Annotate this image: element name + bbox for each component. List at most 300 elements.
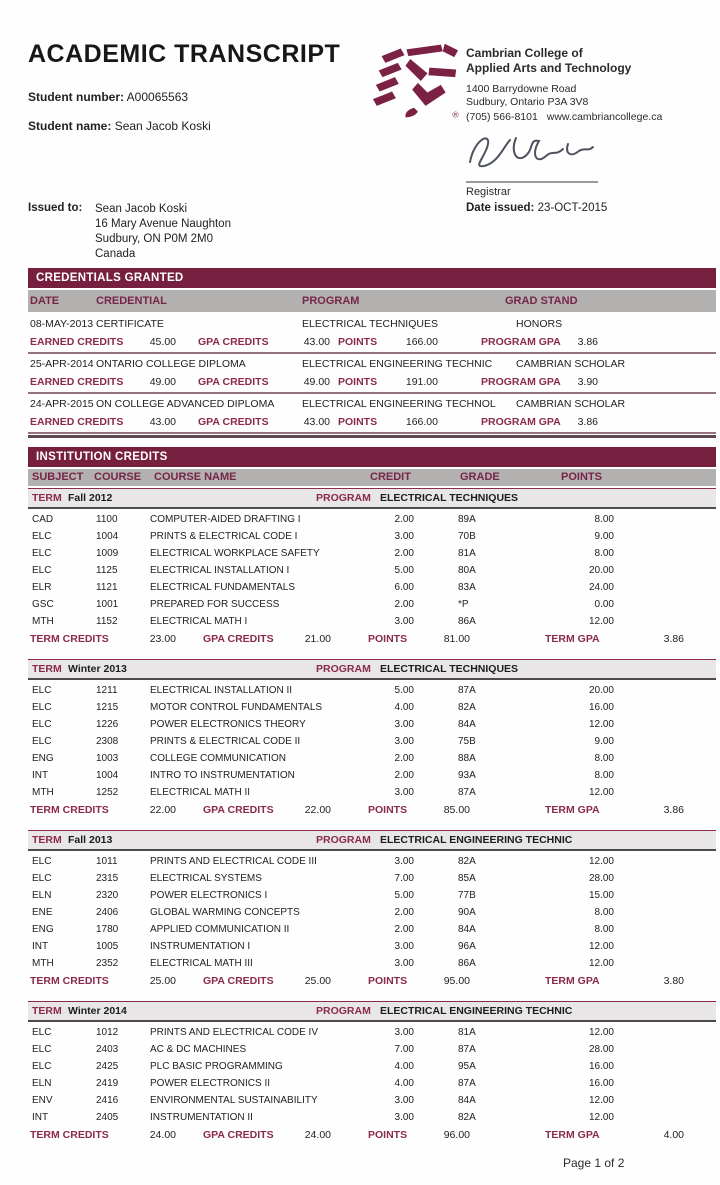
term-summary-row [28,630,716,649]
college-info-block [466,46,662,125]
gpa-credits-value: 43.00 [303,416,330,428]
course-number: 2403 [96,1044,119,1055]
course-credit: 3.00 [394,719,414,730]
credential-row [28,394,716,414]
course-credit: 2.00 [394,753,414,764]
course-number: 1004 [96,770,119,781]
col-credential: CREDENTIAL [96,295,167,307]
course-name: PLC BASIC PROGRAMMING [150,1061,283,1072]
course-row [28,904,716,921]
term-points-label: POINTS [368,1129,408,1141]
institution-credits-section [28,447,716,1155]
course-name: PRINTS & ELECTRICAL CODE II [150,736,301,747]
course-subject: ELC [32,702,52,713]
program-gpa-value: 3.90 [577,376,598,388]
course-grade: 84A [458,1095,476,1106]
points-value: 166.00 [405,416,438,428]
course-credit: 3.00 [394,616,414,627]
course-points: 28.00 [588,1044,614,1055]
recipient-address [95,202,231,262]
program-label: PROGRAM [316,492,371,504]
credential-program: ELECTRICAL ENGINEERING TECHNOL [302,398,496,410]
course-points: 16.00 [588,702,614,713]
course-credit: 2.00 [394,907,414,918]
course-row [28,887,716,904]
points-label: POINTS [338,376,378,388]
earned-credits-value: 49.00 [149,376,176,388]
term-gpa-credits-label: GPA CREDITS [203,804,274,816]
course-points: 0.00 [594,599,614,610]
recipient-country: Canada [95,248,136,260]
date-issued-label: Date issued: [466,202,535,214]
term-points-value: 81.00 [443,633,470,645]
course-number: 1252 [96,787,119,798]
term-name: Fall 2013 [68,834,113,846]
course-credit: 3.00 [394,856,414,867]
term-gpa-label: TERM GPA [545,804,600,816]
college-name-line1: Cambrian College of [466,46,583,60]
course-subject: ELC [32,736,52,747]
term-points-value: 95.00 [443,975,470,987]
credentials-column-header [28,290,716,312]
program-gpa-value: 3.86 [577,416,598,428]
course-points: 12.00 [588,856,614,867]
points-value: 166.00 [405,336,438,348]
course-name: POWER ELECTRONICS I [150,890,268,901]
program-name: ELECTRICAL TECHNIQUES [380,663,519,675]
program-label: PROGRAM [316,663,371,675]
term-credits-value: 22.00 [149,804,176,816]
course-name: POWER ELECTRONICS II [150,1078,271,1089]
term-credits-value: 24.00 [149,1129,176,1141]
course-row [28,921,716,938]
course-name: COMPUTER-AIDED DRAFTING I [150,514,301,525]
course-grade: 90A [458,907,476,918]
course-credit: 3.00 [394,531,414,542]
course-points: 12.00 [588,941,614,952]
course-subject: ENG [32,924,54,935]
col-course: COURSE [94,471,142,483]
course-number: 1001 [96,599,119,610]
course-grade: 88A [458,753,476,764]
col-date: DATE [30,295,60,307]
course-grade: 82A [458,856,476,867]
course-name: ELECTRICAL MATH II [150,787,251,798]
term-gpa-label: TERM GPA [545,633,600,645]
term-block [28,1001,716,1145]
course-subject: ELN [32,890,52,901]
credential-name: CERTIFICATE [96,318,164,330]
course-subject: ELC [32,873,52,884]
student-name-line [28,119,211,133]
course-grade: 87A [458,1044,476,1055]
course-grade: 89A [458,514,476,525]
student-number-line [28,90,188,104]
term-gpa-credits-value: 25.00 [304,975,331,987]
gpa-credits-label: GPA CREDITS [198,416,269,428]
term-block [28,659,716,820]
program-name: ELECTRICAL ENGINEERING TECHNIC [380,1005,573,1017]
institution-section-bar: INSTITUTION CREDITS [28,447,716,467]
course-credit: 3.00 [394,1027,414,1038]
term-name: Winter 2014 [68,1005,127,1017]
course-points: 28.00 [588,873,614,884]
term-block [28,830,716,991]
earned-credits-label: EARNED CREDITS [30,376,124,388]
course-points: 24.00 [588,582,614,593]
course-credit: 5.00 [394,685,414,696]
course-credit: 6.00 [394,582,414,593]
col-grade: GRADE [460,471,500,483]
col-program: PROGRAM [302,295,360,307]
course-row [28,511,716,528]
course-grade: 87A [458,1078,476,1089]
term-credits-label: TERM CREDITS [30,804,109,816]
term-gpa-value: 3.86 [663,804,684,816]
course-number: 2419 [96,1078,119,1089]
course-number: 2405 [96,1112,119,1123]
course-subject: ELC [32,565,52,576]
course-row [28,596,716,613]
course-number: 1780 [96,924,119,935]
course-points: 16.00 [588,1061,614,1072]
course-name: INSTRUMENTATION II [150,1112,253,1123]
course-name: PREPARED FOR SUCCESS [150,599,280,610]
course-subject: MTH [32,958,54,969]
course-credit: 4.00 [394,702,414,713]
course-subject: INT [32,941,49,952]
course-name: INSTRUMENTATION I [150,941,251,952]
course-row [28,528,716,545]
term-header-band [28,830,716,851]
cambrian-college-logo-icon [372,40,460,122]
course-name: COLLEGE COMMUNICATION [150,753,286,764]
course-grade: 93A [458,770,476,781]
points-label: POINTS [338,416,378,428]
gpa-credits-value: 49.00 [303,376,330,388]
course-points: 8.00 [594,514,614,525]
course-name: ELECTRICAL INSTALLATION II [150,685,293,696]
course-number: 1125 [96,565,118,576]
earned-credits-label: EARNED CREDITS [30,416,124,428]
term-header-band [28,659,716,680]
course-credit: 2.00 [394,924,414,935]
course-credit: 7.00 [394,873,414,884]
credential-name: ON COLLEGE ADVANCED DIPLOMA [96,398,275,410]
course-grade: 84A [458,719,476,730]
course-name: PRINTS AND ELECTRICAL CODE IV [150,1027,318,1038]
course-row [28,784,716,801]
credential-separator [28,432,716,434]
term-points-label: POINTS [368,633,408,645]
course-grade: 80A [458,565,476,576]
course-subject: MTH [32,787,54,798]
course-row [28,870,716,887]
course-number: 1121 [96,582,118,593]
col-grad-stand: GRAD STAND [505,295,578,307]
course-name: ELECTRICAL INSTALLATION I [150,565,290,576]
course-subject: ELC [32,531,52,542]
term-gpa-value: 3.86 [663,633,684,645]
course-number: 1226 [96,719,119,730]
course-subject: ELC [32,856,52,867]
course-points: 12.00 [588,1027,614,1038]
credentials-granted-section [28,268,716,438]
course-subject: INT [32,770,49,781]
gpa-credits-label: GPA CREDITS [198,376,269,388]
course-subject: ELC [32,685,52,696]
course-grade: 77B [458,890,476,901]
term-gpa-credits-value: 22.00 [304,804,331,816]
course-number: 2315 [96,873,119,884]
course-row [28,750,716,767]
course-name: PRINTS AND ELECTRICAL CODE III [150,856,317,867]
program-gpa-label: PROGRAM GPA [481,376,561,388]
course-credit: 4.00 [394,1061,414,1072]
term-gpa-credits-label: GPA CREDITS [203,975,274,987]
course-number: 2416 [96,1095,119,1106]
course-row [28,1075,716,1092]
earned-credits-value: 45.00 [149,336,176,348]
course-subject: ELC [32,1027,52,1038]
credential-summary-row [28,374,716,392]
course-name: ELECTRICAL FUNDAMENTALS [150,582,296,593]
course-subject: ENE [32,907,53,918]
course-grade: 82A [458,702,476,713]
course-credit: 3.00 [394,941,414,952]
term-name: Winter 2013 [68,663,127,675]
credential-date: 24-APR-2015 [30,398,94,410]
course-row [28,699,716,716]
course-row [28,1058,716,1075]
course-points: 8.00 [594,548,614,559]
course-credit: 3.00 [394,958,414,969]
course-row [28,733,716,750]
course-row [28,716,716,733]
course-subject: ELC [32,548,52,559]
course-number: 2406 [96,907,119,918]
course-row [28,545,716,562]
course-subject: ENG [32,753,54,764]
college-phone: (705) 566-8101 [466,111,538,123]
course-credit: 7.00 [394,1044,414,1055]
course-points: 20.00 [588,565,614,576]
term-points-label: POINTS [368,804,408,816]
course-name: GLOBAL WARMING CONCEPTS [150,907,300,918]
term-points-value: 85.00 [443,804,470,816]
course-row [28,562,716,579]
course-row [28,579,716,596]
course-grade: 96A [458,941,476,952]
course-grade: *P [458,599,469,610]
term-points-label: POINTS [368,975,408,987]
course-name: INTRO TO INSTRUMENTATION [150,770,295,781]
course-grade: 86A [458,958,476,969]
college-address-line2: Sudbury, Ontario P3A 3V8 [466,96,589,108]
course-number: 1215 [96,702,119,713]
term-block [28,488,716,649]
course-points: 8.00 [594,924,614,935]
course-row [28,613,716,630]
term-gpa-credits-value: 21.00 [304,633,331,645]
institution-column-header [28,469,716,486]
recipient-street: 16 Mary Avenue Naughton [95,218,231,230]
col-credit: CREDIT [370,471,411,483]
course-subject: CAD [32,514,54,525]
course-name: ELECTRICAL MATH III [150,958,253,969]
credential-row [28,354,716,374]
credential-row [28,314,716,334]
credential-grad-stand: CAMBRIAN SCHOLAR [516,398,626,410]
course-points: 9.00 [594,531,614,542]
course-name: POWER ELECTRONICS THEORY [150,719,306,730]
student-name-value: Sean Jacob Koski [114,119,211,133]
course-subject: ELC [32,1044,52,1055]
page-title: ACADEMIC TRANSCRIPT [28,40,341,68]
course-credit: 3.00 [394,787,414,798]
course-number: 1100 [96,514,118,525]
course-grade: 87A [458,787,476,798]
course-points: 12.00 [588,616,614,627]
course-credit: 2.00 [394,599,414,610]
course-number: 2352 [96,958,119,969]
term-summary-row [28,801,716,820]
course-number: 1004 [96,531,119,542]
course-subject: ELC [32,719,52,730]
term-label: TERM [32,834,62,846]
course-grade: 95A [458,1061,476,1072]
signature-rule [466,181,598,183]
course-credit: 2.00 [394,514,414,525]
course-points: 8.00 [594,907,614,918]
college-website: www.cambriancollege.ca [546,111,663,123]
term-gpa-credits-label: GPA CREDITS [203,1129,274,1141]
course-points: 12.00 [588,1095,614,1106]
term-gpa-value: 3.80 [663,975,684,987]
earned-credits-value: 43.00 [149,416,176,428]
course-number: 1011 [96,856,118,867]
course-number: 1012 [96,1027,119,1038]
program-name: ELECTRICAL ENGINEERING TECHNIC [380,834,573,846]
course-grade: 86A [458,616,476,627]
term-label: TERM [32,1005,62,1017]
term-name: Fall 2012 [68,492,113,504]
credentials-end-rule [28,435,716,438]
course-number: 1005 [96,941,119,952]
student-name-label: Student name: [28,119,112,133]
course-points: 9.00 [594,736,614,747]
course-name: MOTOR CONTROL FUNDAMENTALS [150,702,323,713]
course-credit: 3.00 [394,1095,414,1106]
gpa-credits-value: 43.00 [303,336,330,348]
term-gpa-label: TERM GPA [545,975,600,987]
program-gpa-label: PROGRAM GPA [481,416,561,428]
program-gpa-value: 3.86 [577,336,598,348]
course-grade: 81A [458,548,476,559]
student-number-value: A00065563 [126,90,189,104]
course-grade: 87A [458,685,476,696]
course-grade: 75B [458,736,476,747]
course-number: 1009 [96,548,119,559]
credential-date: 08-MAY-2013 [30,318,94,330]
course-points: 20.00 [588,685,614,696]
issued-to-label: Issued to: [28,202,83,214]
gpa-credits-label: GPA CREDITS [198,336,269,348]
date-issued-line [466,202,607,214]
term-gpa-label: TERM GPA [545,1129,600,1141]
credential-program: ELECTRICAL ENGINEERING TECHNIC [302,358,493,370]
course-number: 1152 [96,616,118,627]
course-row [28,853,716,870]
page-indicator: Page 1 of 2 [563,1156,625,1170]
term-credits-value: 23.00 [149,633,176,645]
course-name: AC & DC MACHINES [150,1044,247,1055]
course-row [28,1024,716,1041]
course-row [28,1109,716,1126]
course-subject: INT [32,1112,49,1123]
course-subject: ENV [32,1095,53,1106]
col-points: POINTS [561,471,602,483]
program-label: PROGRAM [316,834,371,846]
course-credit: 5.00 [394,565,414,576]
term-header-band [28,1001,716,1022]
course-credit: 3.00 [394,1112,414,1123]
course-credit: 2.00 [394,770,414,781]
course-subject: MTH [32,616,54,627]
credential-grad-stand: HONORS [516,318,563,330]
term-header-band [28,488,716,509]
term-credits-label: TERM CREDITS [30,633,109,645]
registrar-signature-block [466,128,616,198]
course-number: 1211 [96,685,118,696]
term-credits-label: TERM CREDITS [30,1129,109,1141]
course-points: 12.00 [588,719,614,730]
credential-date: 25-APR-2014 [30,358,94,370]
recipient-city: Sudbury, ON P0M 2M0 [95,233,214,245]
earned-credits-label: EARNED CREDITS [30,336,124,348]
registrar-signature-icon [466,128,596,174]
course-row [28,682,716,699]
course-name: PRINTS & ELECTRICAL CODE I [150,531,298,542]
course-row [28,767,716,784]
course-credit: 5.00 [394,890,414,901]
program-gpa-label: PROGRAM GPA [481,336,561,348]
points-label: POINTS [338,336,378,348]
logo-trademark-glyph: ® [452,109,459,120]
term-gpa-value: 4.00 [663,1129,684,1141]
course-row [28,1041,716,1058]
credential-grad-stand: CAMBRIAN SCHOLAR [516,358,626,370]
recipient-name: Sean Jacob Koski [95,203,188,215]
course-grade: 70B [458,531,476,542]
points-value: 191.00 [405,376,438,388]
credential-summary-row [28,414,716,432]
term-credits-label: TERM CREDITS [30,975,109,987]
course-points: 16.00 [588,1078,614,1089]
course-row [28,955,716,972]
course-credit: 3.00 [394,736,414,747]
program-label: PROGRAM [316,1005,371,1017]
term-summary-row [28,972,716,991]
credentials-section-bar: CREDENTIALS GRANTED [28,268,716,288]
course-grade: 85A [458,873,476,884]
course-row [28,938,716,955]
course-grade: 83A [458,582,476,593]
course-name: ELECTRICAL WORKPLACE SAFETY [150,548,320,559]
course-subject: ELR [32,582,52,593]
course-points: 12.00 [588,1112,614,1123]
col-course-name: COURSE NAME [154,471,237,483]
